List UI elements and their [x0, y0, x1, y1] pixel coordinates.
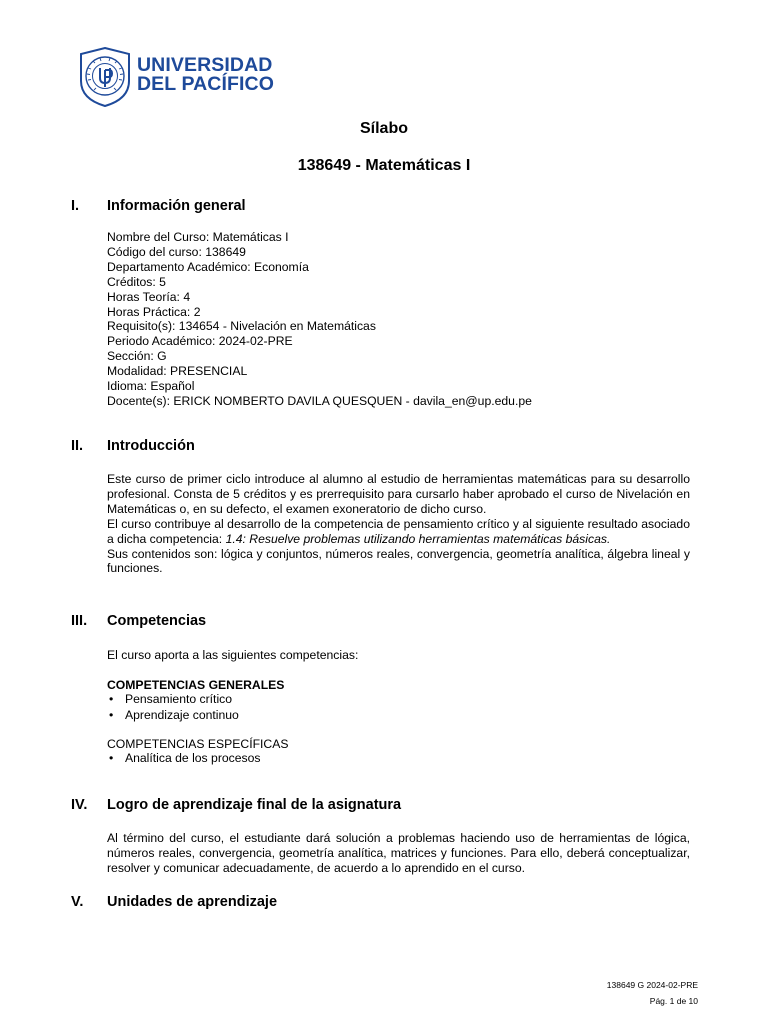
list-item: • Analítica de los procesos: [107, 751, 261, 767]
university-logo: [79, 47, 274, 109]
info-department: Departamento Académico: Economía: [107, 259, 309, 274]
competencies-intro: El curso aporta a las siguientes competencias:: [107, 648, 359, 662]
info-practice-hours: Horas Práctica: 2: [107, 304, 201, 319]
info-instructor: Docente(s): ERICK NOMBERTO DAVILA QUESQUEN - davila_en@up.edu.pe: [107, 393, 532, 408]
info-requirements: Requisito(s): 134654 - Nivelación en Matemáticas: [107, 319, 376, 334]
page-number: Pág. 1 de 10: [649, 996, 698, 1006]
list-item: • Aprendizaje continuo: [107, 708, 239, 724]
introduction-text: [107, 472, 690, 576]
specific-competencies-list: [107, 751, 261, 767]
syllabus-page: UNIVERSIDAD DEL PACÍFICO Sílabo 138649 - Matemáticas I I. Información general Nombre del Curso: Matemáticas I Código del curso: 138649 Departamento Académico: Economía Créditos: 5 Horas Teoría: 4 Horas Práctica: 2 Requisito(s): 134654 - Nivelación en Matemáticas Periodo Académico: 2024-02-PRE Sección: G Modalidad: PRESENCIAL Idioma: Español Docente(s): ERICK NOMBERTO DAVILA QUESQUEN - davila_en@up.edu.pe II. Introducción Este curso de primer ciclo introduce al alumno al estudio de herramientas matemáticas para su desarrollo profesional. Consta de 5 créditos y es prerrequisito para cursarlo haber aprobado el curso de Nivelación en Matemáticas o, en su defecto, el examen exoneratorio de dicho curso. El curso contribuye al desarrollo de la competencia de pensamiento crítico y al siguiente resultado asociado a dicha competencia: 1.4: Resuelve problemas utilizando herramientas matemáticas básicas. Sus contenidos son: lógica y conjuntos, números reales, convergencia, geometría analítica, álgebra lineal y funciones. III. Competencias El curso aporta a las siguientes competencias: COMPETENCIAS GENERALES • Pensamiento crítico • Aprendizaje continuo COMPETENCIAS ESPECÍFICAS • Analítica de los procesos IV. Logro de aprendizaje final de la asignatura Al término del curso, el estudiante dará solución a problemas haciendo uso de herramientas de lógica, números reales, convergencia, geometría analítica, matrices y funciones. Para ello, deberá conceptualizar, resolver y comunicar adecuadamente, de acuerdo a lo aprendido en el curso. V. Unidades de aprendizaje 138649 G 2024-02-PRE Pág. 1 de 10: [0, 0, 768, 1024]
general-competencies-list: [107, 692, 239, 723]
document-title: Sílabo: [359, 120, 408, 137]
university-name: UNIVERSIDAD DEL PACÍFICO: [137, 54, 274, 95]
general-info-list: [107, 230, 690, 409]
info-credits: Créditos: 5: [107, 274, 166, 289]
info-academic-period: Periodo Académico: 2024-02-PRE: [107, 334, 293, 349]
university-seal-icon: [79, 47, 131, 107]
info-course-name: Nombre del Curso: Matemáticas I: [107, 230, 289, 244]
specific-competencies-heading: COMPETENCIAS ESPECÍFICAS: [107, 737, 289, 751]
info-course-code: Código del curso: 138649: [107, 244, 246, 259]
course-title: 138649 - Matemáticas I: [297, 157, 471, 174]
footer-code: 138649 G 2024-02-PRE: [606, 980, 698, 990]
learning-outcome: 1.4: Resuelve problemas utilizando herramientas matemáticas básicas.: [225, 531, 611, 546]
list-item: • Pensamiento crítico: [107, 692, 239, 708]
introduction-paragraph: El curso contribuye al desarrollo de la competencia de pensamiento crítico y al siguiente resultado asociado a dicha competencia: 1.4: Resuelve problemas utilizando herramientas matemáticas básicas.: [107, 516, 690, 546]
final-achievement-text: Al término del curso, el estudiante dará solución a problemas haciendo uso de herramientas de lógica, números reales, convergencia, geometría analítica, matrices y funciones. Para ello, deberá conceptualizar, resolver y comunicar adecuadamente, de acuerdo a lo aprendido en el curso.: [107, 831, 690, 875]
info-modality: Modalidad: PRESENCIAL: [107, 364, 248, 379]
info-section: Sección: G: [107, 349, 167, 364]
general-competencies-heading: COMPETENCIAS GENERALES: [107, 678, 285, 692]
introduction-paragraph: Sus contenidos son: lógica y conjuntos, números reales, convergencia, geometría analítica, álgebra lineal y funciones.: [107, 546, 690, 576]
info-language: Idioma: Español: [107, 379, 195, 394]
introduction-paragraph: Este curso de primer ciclo introduce al alumno al estudio de herramientas matemáticas para su desarrollo profesional. Consta de 5 créditos y es prerrequisito para cursarlo haber aprobado el curso de Nivelación en Matemáticas o, en su defecto, el examen exoneratorio de dicho curso.: [107, 472, 690, 516]
info-theory-hours: Horas Teoría: 4: [107, 289, 191, 304]
